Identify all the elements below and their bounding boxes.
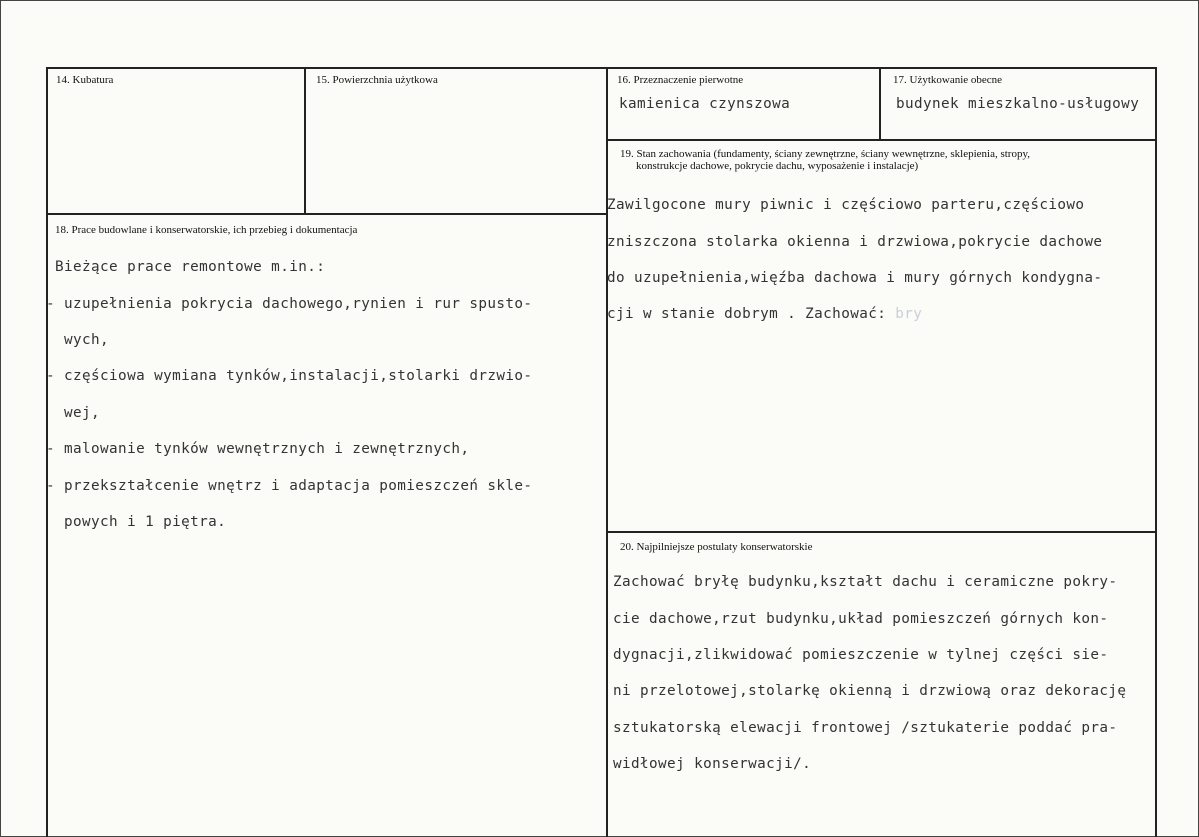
- field-19-text: [607, 178, 1102, 342]
- field-19-label-line1: 19. Stan zachowania (fundamenty, ściany zewnętrzne, ściany wewnętrzne, sklepienia, stropy,: [620, 148, 1031, 160]
- field-19-line: Zawilgocone mury piwnic i częściowo parteru,częściowo: [607, 197, 1085, 214]
- field-19-line: zniszczona stolarka okienna i drzwiowa,pokrycie dachowe: [607, 233, 1103, 250]
- field-20-line: cie dachowe,rzut budynku,układ pomieszczeń górnych kon-: [613, 610, 1109, 627]
- field-19-line: [607, 305, 1102, 323]
- field-14-label: 14. Kubatura: [56, 74, 114, 86]
- divider-14-15: [304, 67, 306, 214]
- field-18-text: [46, 240, 532, 549]
- rule-above-20: [606, 531, 1157, 533]
- field-20-text: [613, 555, 1126, 792]
- field-17-value: budynek mieszkalno-usługowy: [896, 96, 1140, 112]
- field-18-line: wych,: [46, 332, 110, 349]
- field-19-label-line2: konstrukcje dachowe, pokrycie dachu, wyposażenie i instalacje): [636, 160, 919, 172]
- field-18-line: - przekształcenie wnętrz i adaptacja pomieszczeń skle-: [46, 477, 533, 494]
- field-20-line: dygnacji,zlikwidować pomieszczenie w tylnej części sie-: [613, 647, 1109, 664]
- field-19-faded-tail: bry: [895, 306, 923, 323]
- rule-under-16-17: [606, 139, 1157, 141]
- field-20-line: widłowej konserwacji/.: [613, 756, 812, 773]
- field-20-line: ni przelotowej,stolarkę okienną i drzwiową oraz dekorację: [613, 683, 1127, 700]
- right-rule: [1155, 67, 1157, 837]
- field-18-line: - malowanie tynków wewnętrznych i zewnętrznych,: [46, 441, 470, 458]
- field-16-label: 16. Przeznaczenie pierwotne: [617, 74, 744, 86]
- field-18-line: - częściowa wymiana tynków,instalacji,stolarki drzwio-: [46, 368, 533, 385]
- field-20-line: sztukatorską elewacji frontowej /sztukaterie poddać pra-: [613, 719, 1118, 736]
- field-19-line-text: cji w stanie dobrym . Zachować:: [607, 306, 896, 323]
- field-17-label: 17. Użytkowanie obecne: [893, 74, 1003, 86]
- field-18-line: powych i 1 piętra.: [46, 514, 227, 531]
- field-20-line: Zachować bryłę budynku,kształt dachu i ceramiczne pokry-: [613, 574, 1118, 591]
- field-18-line: wej,: [46, 404, 101, 421]
- field-16-value: kamienica czynszowa: [619, 96, 791, 112]
- field-18-line: Bieżące prace remontowe m.in.:: [46, 259, 326, 276]
- field-18-label: 18. Prace budowlane i konserwatorskie, ich przebieg i dokumentacja: [55, 224, 358, 236]
- field-15-label: 15. Powierzchnia użytkowa: [316, 74, 438, 86]
- rule-under-14-15: [46, 213, 608, 215]
- field-20-label: 20. Najpilniejsze postulaty konserwatorskie: [620, 541, 813, 553]
- field-18-line: - uzupełnienia pokrycia dachowego,rynien i rur spusto-: [46, 295, 533, 312]
- divider-16-17: [879, 67, 881, 141]
- top-rule: [46, 67, 1157, 69]
- field-19-line: do uzupełnienia,więźba dachowa i mury górnych kondygna-: [607, 270, 1103, 287]
